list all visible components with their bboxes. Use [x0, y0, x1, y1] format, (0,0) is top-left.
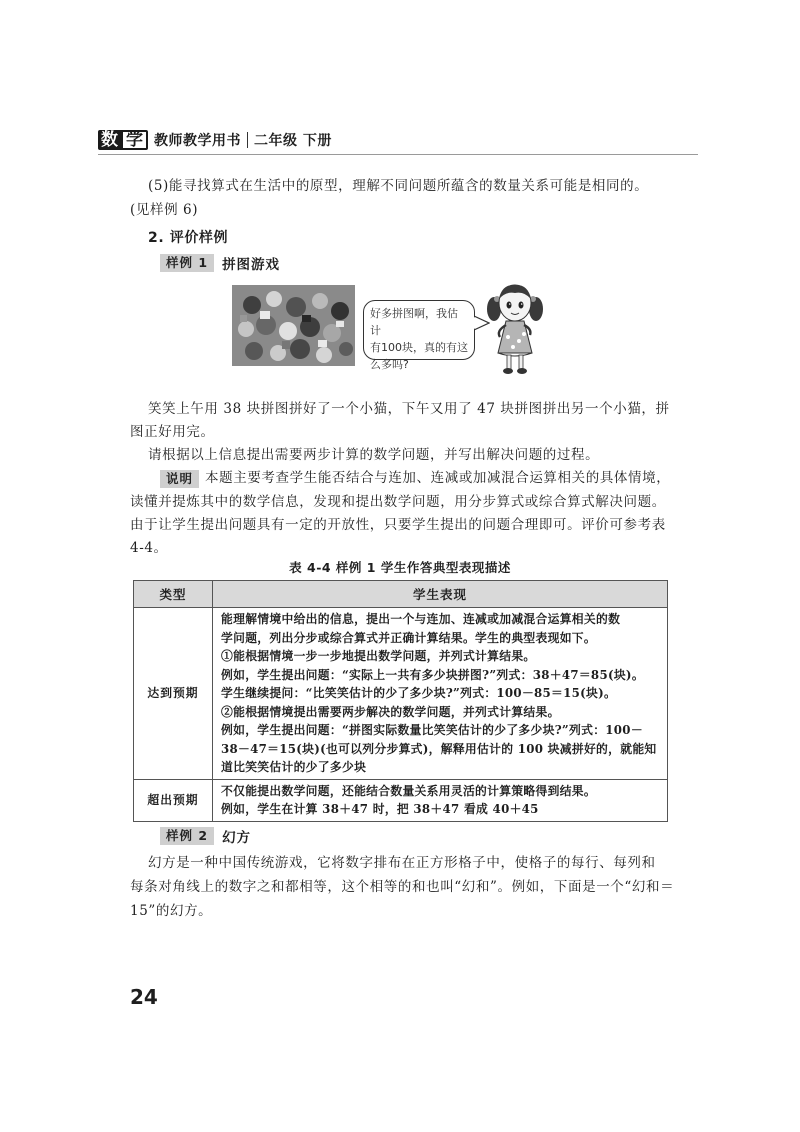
- table-row: [134, 608, 668, 780]
- speech-line-1: 好多拼图啊，我估计: [370, 307, 458, 337]
- row-performance-meets: [213, 608, 668, 780]
- example-1-problem-line-2: 图正好用完。: [130, 424, 215, 440]
- puzzle-pile-image: [232, 285, 355, 366]
- table-caption: 表 4-4 样例 1 学生作答典型表现描述: [289, 560, 511, 575]
- grade-label: 二年级 下册: [254, 133, 332, 149]
- column-header-type: 类型: [134, 581, 213, 608]
- performance-line: 例如，学生在计算 38＋47 时，把 38＋47 看成 40＋45: [221, 802, 539, 816]
- performance-line: ②能根据情境提出需要两步解决的数学问题，并列式计算结果。: [221, 704, 560, 719]
- page-header: [98, 128, 332, 152]
- logo-char-2: 学: [121, 130, 148, 150]
- example-1-problem-line-1: 笑笑上午用 38 块拼图拼好了一个小猫，下午又用了 47 块拼图拼出另一个小猫，拼: [148, 401, 670, 417]
- performance-line: 学问题，列出分步或综合算式并正确计算结果。学生的典型表现如下。: [221, 630, 597, 645]
- note-tag: 说明: [160, 470, 199, 488]
- example-1-tag: 样例 1: [160, 254, 214, 272]
- performance-line: 38－47＝15(块)(也可以列分步算式)，解释用估计的 100 块减拼好的，就能知: [221, 741, 657, 756]
- example-2-tag: 样例 2: [160, 827, 214, 845]
- girl-character-illustration: [486, 279, 544, 377]
- row-type-meets: 达到预期: [134, 608, 213, 780]
- example-1-heading: [160, 253, 280, 273]
- book-title: 教师教学用书: [154, 133, 241, 149]
- speech-line-3: 么多吗?: [370, 358, 409, 371]
- performance-line: 例如，学生提出问题：“实际上一共有多少块拼图?”列式：38＋47＝85(块)。: [221, 667, 644, 682]
- page-number: 24: [130, 985, 158, 1009]
- performance-line: 道比笑笑估计的少了多少块: [221, 760, 367, 774]
- row-type-exceeds: 超出预期: [134, 779, 213, 821]
- performance-line: ①能根据情境一步一步地提出数学问题，并列式计算结果。: [221, 649, 536, 663]
- performance-line: 学生继续提问：“比笑笑估计的少了多少块?”列式：100－85＝15(块)。: [221, 686, 617, 700]
- intro-line-1: (5)能寻找算式在生活中的原型，理解不同问题所蕴含的数量关系可能是相同的。: [148, 178, 649, 194]
- example-1-note-line-3: 由于让学生提出问题具有一定的开放性，只要学生提出的问题合理即可。评价可参考表: [130, 517, 666, 533]
- table-row: [134, 779, 668, 821]
- table-header-row: [134, 581, 668, 608]
- example-2-line-3: 15”的幻方。: [130, 903, 213, 919]
- performance-line: 能理解情境中给出的信息，提出一个与连加、连减或加减混合运算相关的数: [221, 612, 621, 626]
- column-header-performance: 学生表现: [213, 581, 668, 608]
- intro-line-2: (见样例 6): [130, 202, 199, 218]
- performance-table: [133, 580, 668, 822]
- performance-line: 例如，学生提出问题：“拼图实际数量比笑笑估计的少了多少块?”列式：100－: [221, 723, 643, 737]
- note-text-1: 本题主要考查学生能否结合与连加、连减或加减混合运算相关的具体情境，: [205, 470, 671, 486]
- example-2-title: 幻方: [222, 830, 252, 846]
- logo-char-1: 数: [98, 130, 121, 150]
- header-separator: [247, 132, 248, 148]
- example-2-heading: [160, 826, 251, 846]
- book-logo: [98, 130, 148, 150]
- puzzle-pieces-photo: [232, 285, 355, 366]
- example-2-line-1: 幻方是一种中国传统游戏，它将数字排布在正方形格子中，使格子的每行、每列和: [148, 855, 656, 871]
- speech-bubble: [363, 300, 475, 371]
- example-1-question: 请根据以上信息提出需要两步计算的数学问题，并写出解决问题的过程。: [148, 447, 600, 463]
- example-1-note-line-2: 读懂并提炼其中的数学信息，发现和提出数学问题，用分步算式或综合算式解决问题。: [130, 494, 666, 510]
- header-rule: [98, 154, 698, 155]
- section-heading: 2. 评价样例: [148, 230, 229, 246]
- example-1-note-line-1: [160, 466, 670, 491]
- row-performance-exceeds: [213, 779, 668, 821]
- speech-line-2: 有100块，真的有这: [370, 341, 468, 354]
- example-2-line-2: 每条对角线上的数字之和都相等，这个相等的和也叫“幻和”。例如，下面是一个“幻和＝: [130, 879, 675, 895]
- example-1-title: 拼图游戏: [222, 257, 281, 273]
- example-1-note-line-4: 4-4。: [130, 540, 168, 556]
- performance-line: 不仅能提出数学问题，还能结合数量关系用灵活的计算策略得到结果。: [221, 783, 597, 798]
